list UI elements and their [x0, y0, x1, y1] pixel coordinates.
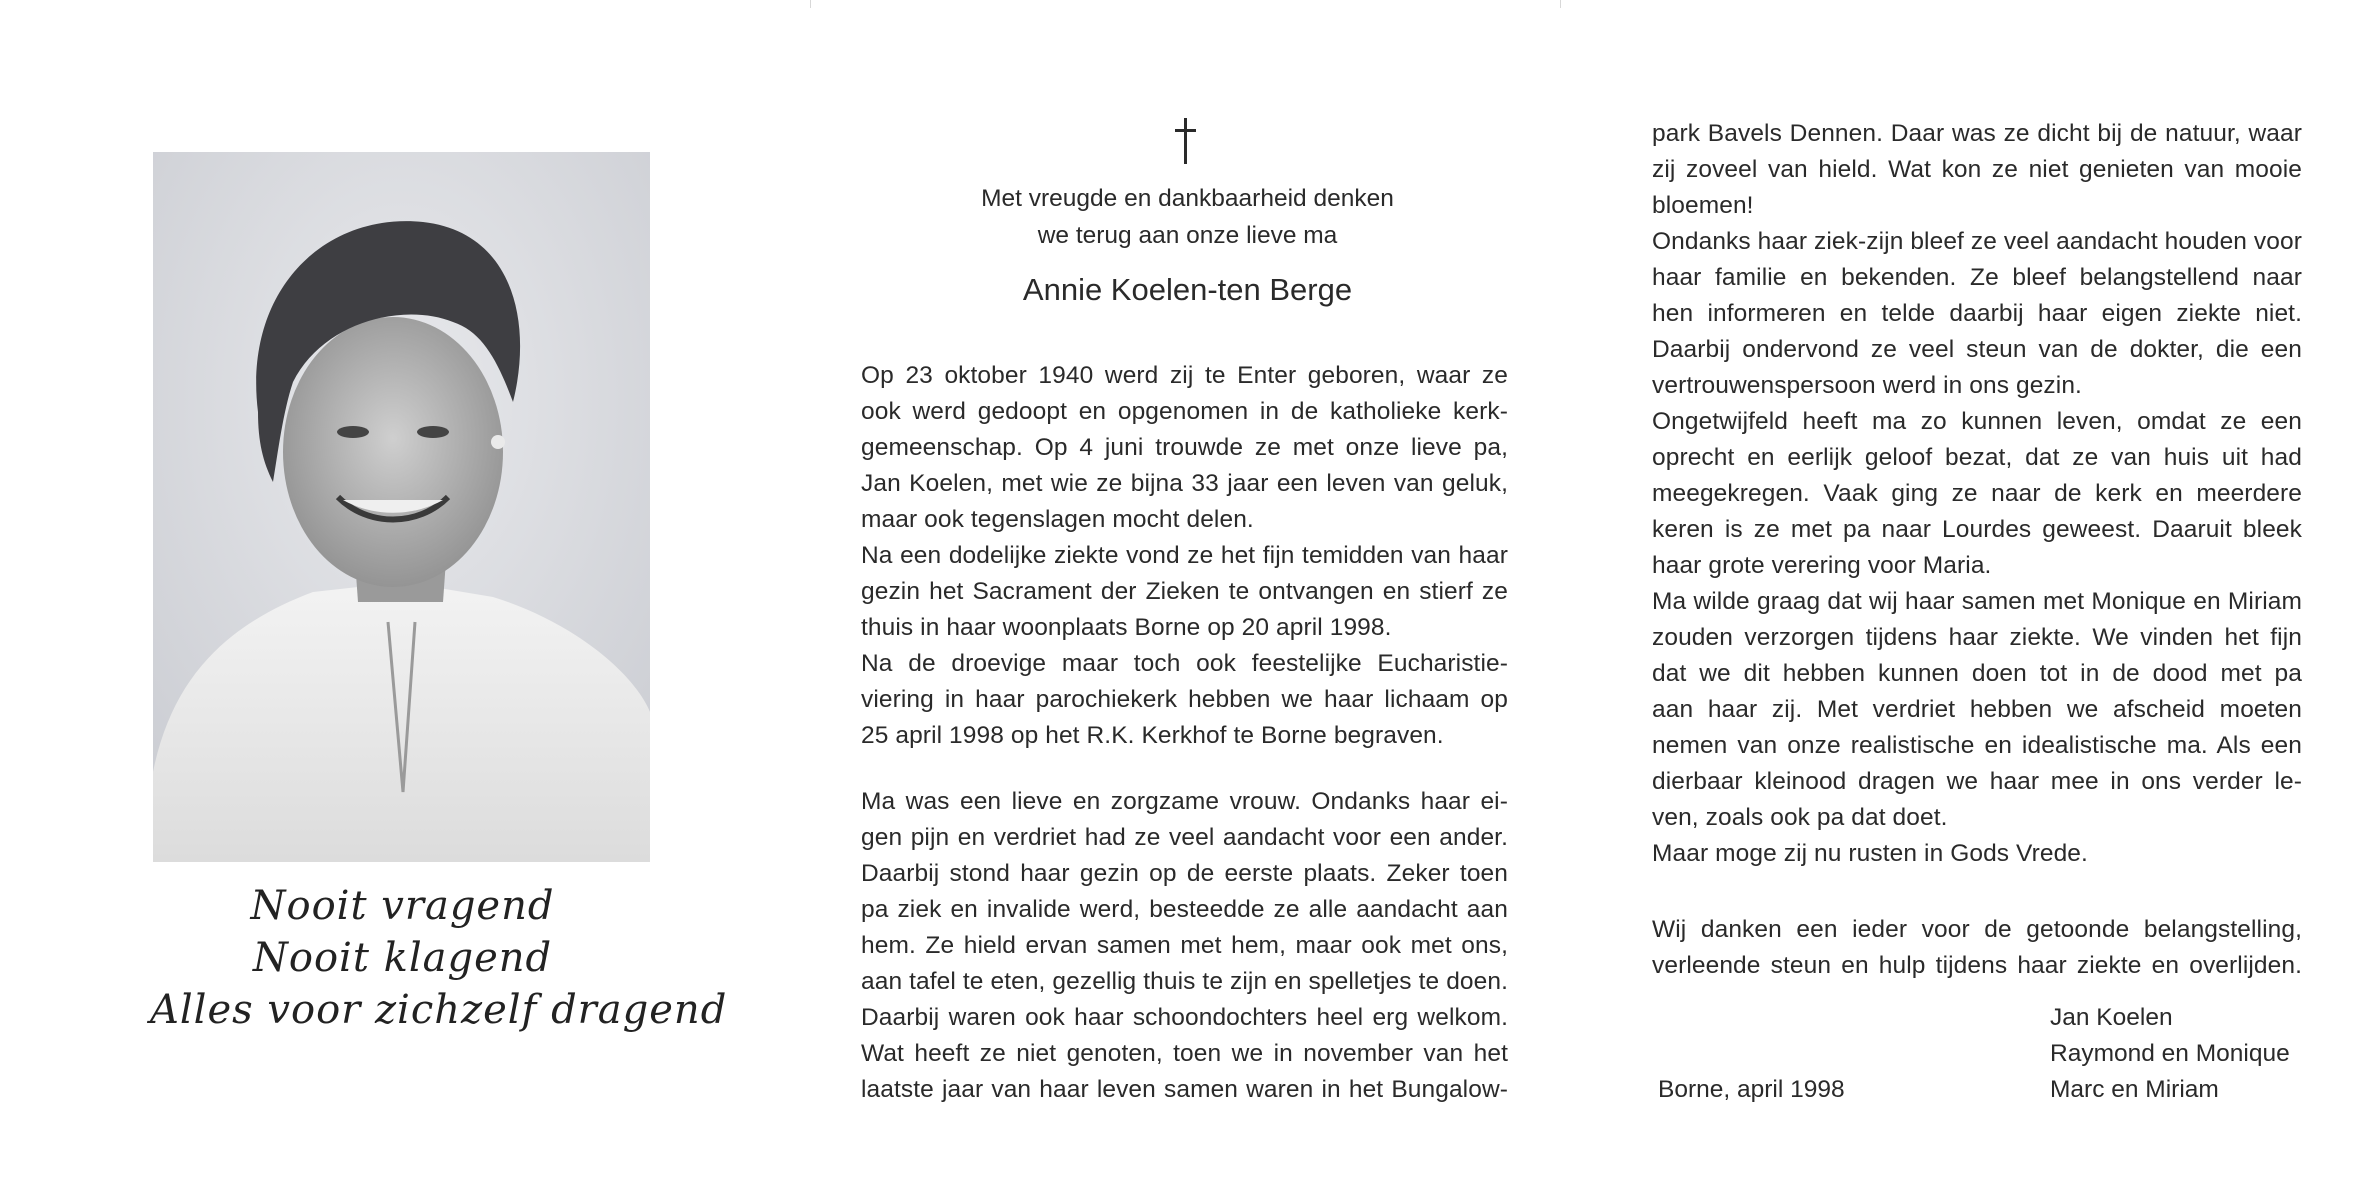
intro-text: [880, 180, 1495, 254]
text-line: aan haar zij. Met verdriet hebben we afscheid moeten: [1652, 696, 2302, 723]
text-line: Jan Koelen, met wie ze bijna 33 jaar een leven van geluk,: [861, 470, 1508, 497]
deceased-name: Annie Koelen-ten Berge: [1022, 272, 1353, 307]
text-line: maar ook tegenslagen mocht delen.: [861, 506, 1254, 533]
fold-mark-right: [1560, 0, 1561, 8]
text-line: hen informeren en telde daarbij haar eigen ziekte niet.: [1652, 300, 2302, 327]
text-line: viering in haar parochiekerk hebben we haar lichaam op: [861, 686, 1508, 713]
text-line: gen pijn en verdriet had ze veel aandacht voor een ander.: [861, 824, 1508, 851]
text-line: haar grote verering voor Maria.: [1652, 552, 1992, 579]
text-line: 25 april 1998 op het R.K. Kerkhof te Borne begraven.: [861, 722, 1444, 749]
memorial-verse: [150, 880, 728, 1036]
text-line: zouden verzorgen tijdens haar ziekte. We vinden het fijn: [1652, 624, 2302, 651]
text-line: dat we dit hebben kunnen doen tot in de dood met pa: [1652, 660, 2302, 687]
biography-paragraph-3: [1652, 116, 2302, 872]
biography-paragraph-1: [861, 358, 1508, 754]
text-line: gemeenschap. Op 4 juni trouwde ze met onze lieve pa,: [861, 434, 1508, 461]
text-line: meegekregen. Vaak ging ze naar de kerk en meerdere: [1652, 480, 2302, 507]
intro-line-2: we terug aan onze lieve ma: [1037, 222, 1338, 249]
text-line: Ma wilde graag dat wij haar samen met Monique en Miriam: [1652, 588, 2302, 615]
text-line: Daarbij stond haar gezin op de eerste plaats. Zeker toen: [861, 860, 1508, 887]
text-line: oprecht en eerlijk geloof bezat, dat ze van huis uit had: [1652, 444, 2302, 471]
text-line: Ma was een lieve en zorgzame vrouw. Ondanks haar ei-: [861, 788, 1508, 815]
text-line: park Bavels Dennen. Daar was ze dicht bij de natuur, waar: [1652, 120, 2302, 147]
text-line: ven, zoals ook pa dat doet.: [1652, 804, 1948, 831]
text-line: Daarbij waren ook haar schoondochters heel erg welkom.: [861, 1004, 1508, 1031]
text-line: pa ziek en invalide werd, besteedde ze alle aandacht aan: [861, 896, 1508, 923]
text-line: Ongetwijfeld heeft ma zo kunnen leven, omdat ze een: [1652, 408, 2302, 435]
portrait-photo: [153, 152, 650, 862]
family-signatures: [2050, 1000, 2290, 1108]
text-line: laatste jaar van haar leven samen waren in het Bungalow-: [861, 1076, 1508, 1103]
text-line: verleende steun en hulp tijdens haar ziekte en overlijden.: [1652, 952, 2302, 979]
text-line: Na een dodelijke ziekte vond ze het fijn temidden van haar: [861, 542, 1508, 569]
text-line: aan tafel te eten, gezellig thuis te zijn en spelletjes te doen.: [861, 968, 1508, 995]
cross-icon: [1165, 118, 1205, 168]
text-line: Wat heeft ze niet genoten, toen we in november van het: [861, 1040, 1508, 1067]
text-line: hem. Ze hield ervan samen met hem, maar ook met ons,: [861, 932, 1508, 959]
text-line: Na de droevige maar toch ook feestelijke Eucharistie-: [861, 650, 1508, 677]
biography-paragraph-2: [861, 784, 1508, 1108]
verse-line-2: Nooit klagend: [252, 935, 553, 981]
text-line: gezin het Sacrament der Zieken te ontvangen en stierf ze: [861, 578, 1508, 605]
intro-line-1: Met vreugde en dankbaarheid denken: [981, 185, 1394, 212]
text-line: haar familie en bekenden. Ze bleef belangstellend naar: [1652, 264, 2302, 291]
text-line: thuis in haar woonplaats Borne op 20 april 1998.: [861, 614, 1392, 641]
thanks-paragraph: [1652, 912, 2302, 984]
signature-line-2: Raymond en Monique: [2050, 1040, 2290, 1067]
text-line: Wij danken een ieder voor de getoonde belangstelling,: [1652, 916, 2302, 943]
fold-mark-left: [810, 0, 811, 8]
portrait-illustration: [153, 152, 650, 862]
text-line: vertrouwenspersoon werd in ons gezin.: [1652, 372, 2082, 399]
text-line: dierbaar kleinood dragen we haar mee in ons verder le-: [1652, 768, 2302, 795]
signature-line-1: Jan Koelen: [2050, 1004, 2173, 1031]
text-line: ook werd gedoopt en opgenomen in de katholieke kerk-: [861, 398, 1508, 425]
verse-line-3: Alles voor zichzelf dragend: [150, 987, 728, 1033]
text-line: Maar moge zij nu rusten in Gods Vrede.: [1652, 840, 2088, 867]
text-line: nemen van onze realistische en idealistische ma. Als een: [1652, 732, 2302, 759]
text-line: Daarbij ondervond ze veel steun van de dokter, die een: [1652, 336, 2302, 363]
place-date: Borne, april 1998: [1658, 1076, 1845, 1103]
text-line: zij zoveel van hield. Wat kon ze niet genieten van mooie: [1652, 156, 2302, 183]
text-line: bloemen!: [1652, 192, 1754, 219]
text-line: Op 23 oktober 1940 werd zij te Enter geboren, waar ze: [861, 362, 1508, 389]
signature-line-3: Marc en Miriam: [2050, 1076, 2219, 1103]
verse-line-1: Nooit vragend: [250, 883, 555, 929]
text-line: keren is ze met pa naar Lourdes geweest. Daaruit bleek: [1652, 516, 2302, 543]
text-line: Ondanks haar ziek-zijn bleef ze veel aandacht houden voor: [1652, 228, 2302, 255]
